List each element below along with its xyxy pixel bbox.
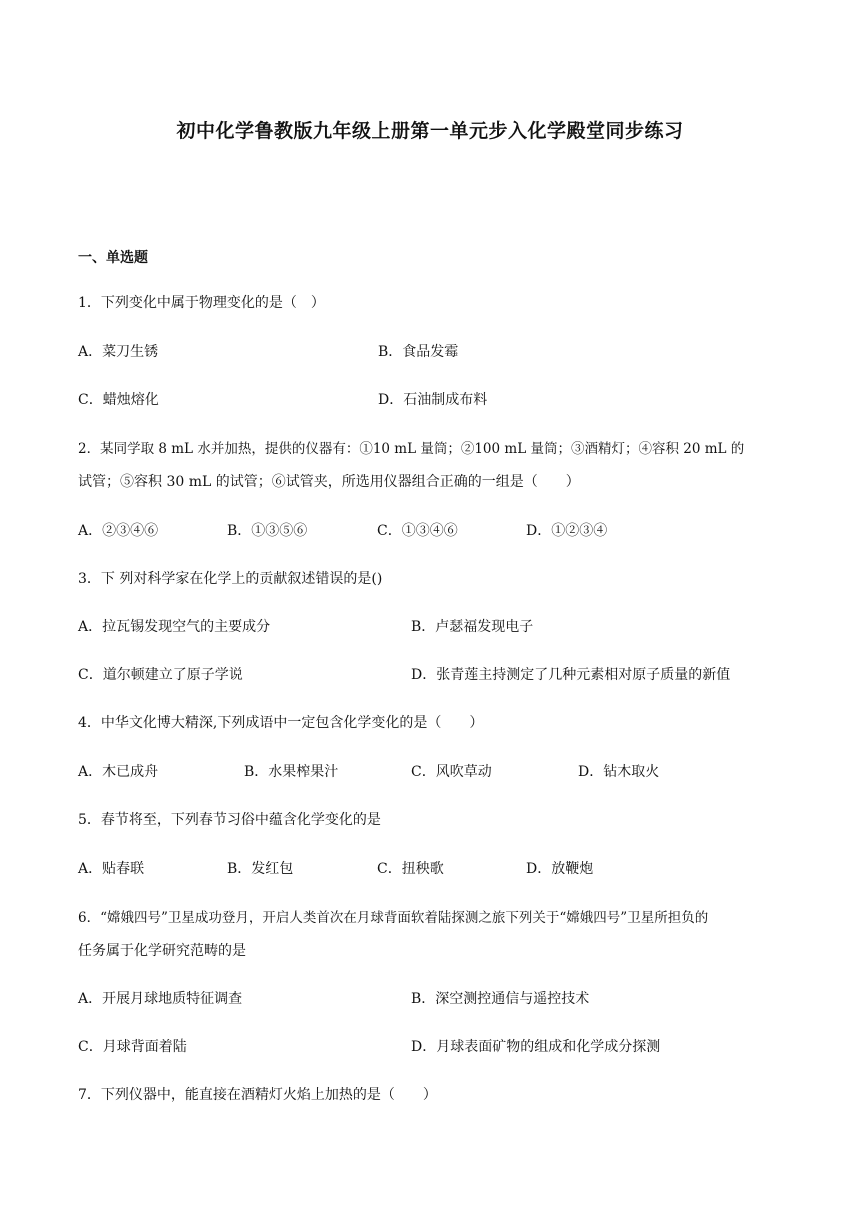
question-2-stem-line-1: 2．某同学取 8 mL 水并加热，提供的仪器有：①10 mL 量筒；②100 mL 量筒；③酒精灯；④容积 20 mL 的 [78, 441, 745, 457]
question-6-stem-line-1: 6．“嫦娥四号”卫星成功登月，开启人类首次在月球背面软着陆探测之旅下列关于“嫦娥四号”卫星所担负的 [78, 910, 709, 926]
question-1-option-b: B．食品发霉 [378, 344, 459, 360]
question-1-option-a: A．菜刀生锈 [78, 344, 159, 360]
question-4-option-d: D．钻木取火 [578, 764, 660, 780]
question-4-option-c: C．风吹草动 [411, 764, 492, 780]
question-5-option-c: C．扭秧歌 [377, 861, 444, 877]
question-1-stem: 1．下列变化中属于物理变化的是（ ） [78, 295, 325, 311]
question-4-option-b: B．水果榨果汁 [244, 764, 339, 780]
question-5-option-b: B．发红包 [227, 861, 294, 877]
question-6-stem-line-2: 任务属于化学研究范畴的是 [78, 943, 246, 959]
page-title: 初中化学鲁教版九年级上册第一单元步入化学殿堂同步练习 [176, 120, 684, 142]
question-4-stem: 4．中华文化博大精深,下列成语中一定包含化学变化的是（ ） [78, 715, 484, 731]
question-6-option-b: B．深空测控通信与遥控技术 [411, 991, 590, 1007]
question-6-option-a: A．开展月球地质特征调查 [78, 991, 243, 1007]
question-2-option-b: B．①③⑤⑥ [227, 523, 308, 539]
question-5-option-d: D．放鞭炮 [526, 861, 594, 877]
question-6-option-d: D．月球表面矿物的组成和化学成分探测 [411, 1039, 661, 1055]
question-3-option-a: A．拉瓦锡发现空气的主要成分 [78, 619, 271, 635]
question-2-option-a: A．②③④⑥ [78, 523, 159, 539]
question-3-option-b: B．卢瑟福发现电子 [411, 619, 534, 635]
question-5-stem: 5．春节将至，下列春节习俗中蕴含化学变化的是 [78, 812, 381, 828]
question-3-stem: 3．下 列对科学家在化学上的贡献叙述错误的是() [78, 571, 383, 587]
question-7-stem: 7．下列仪器中，能直接在酒精灯火焰上加热的是（ ） [78, 1087, 437, 1103]
question-1-option-d: D．石油制成布料 [378, 392, 488, 408]
question-4-option-a: A．木已成舟 [78, 764, 159, 780]
question-5-option-a: A．贴春联 [78, 861, 145, 877]
question-3-option-d: D．张青莲主持测定了几种元素相对原子质量的新值 [411, 667, 731, 683]
question-1-option-c: C．蜡烛熔化 [78, 392, 159, 408]
question-3-option-c: C．道尔顿建立了原子学说 [78, 667, 243, 683]
question-2-option-c: C．①③④⑥ [377, 523, 458, 539]
question-6-option-c: C．月球背面着陆 [78, 1039, 187, 1055]
question-2-stem-line-2: 试管；⑤容积 30 mL 的试管；⑥试管夹，所选用仪器组合正确的一组是（ ） [78, 474, 580, 490]
section-heading: 一、单选题 [78, 250, 148, 266]
question-2-option-d: D．①②③④ [526, 523, 608, 539]
